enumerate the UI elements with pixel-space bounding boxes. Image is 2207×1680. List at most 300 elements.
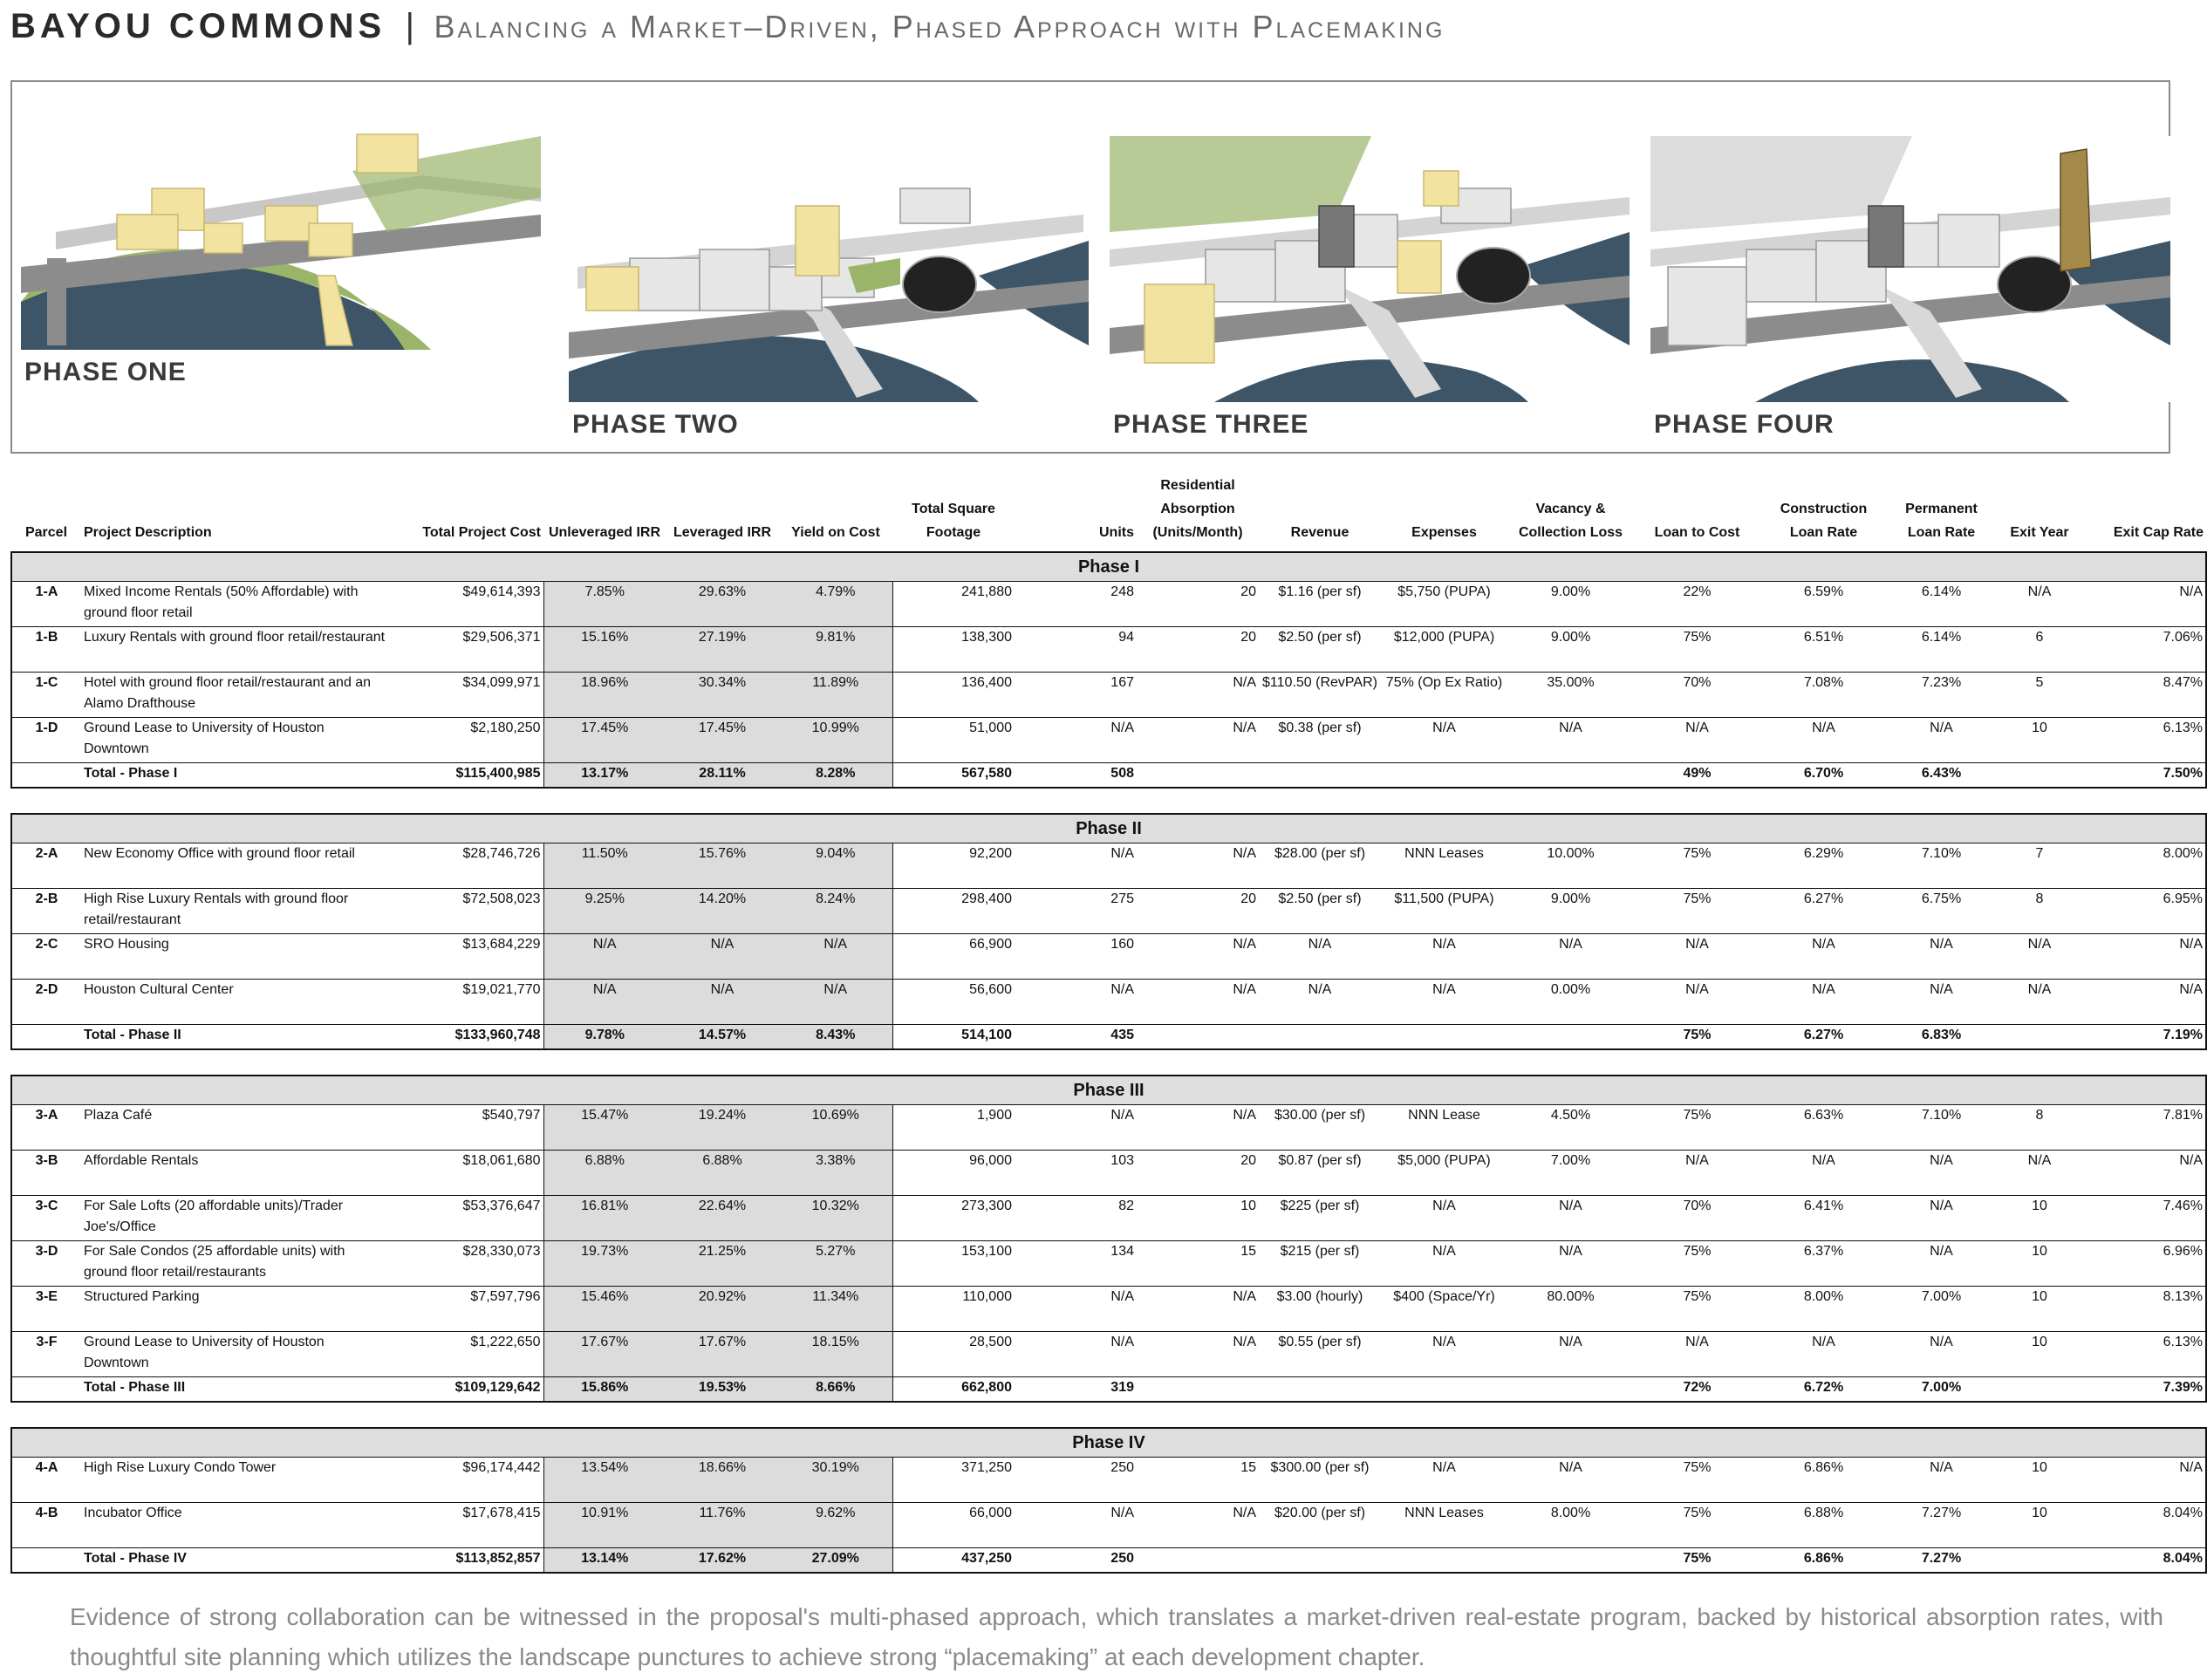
table-cell: 6.63% [1760, 1105, 1887, 1151]
page-header [10, 7, 1445, 56]
table-cell: $12,000 (PUPA) [1381, 627, 1507, 673]
table-cell: 14.57% [666, 1025, 779, 1050]
table-cell [1507, 1025, 1634, 1050]
table-cell: 75% [1634, 889, 1760, 934]
table-cell: $11,500 (PUPA) [1381, 889, 1507, 934]
table-cell: 250 [1015, 1458, 1137, 1503]
total-row [11, 763, 2206, 789]
table-cell: N/A [1015, 718, 1137, 763]
table-cell [1996, 763, 2083, 789]
table-cell: 7.06% [2083, 627, 2206, 673]
table-cell: 15 [1137, 1241, 1259, 1287]
table-cell: 6.37% [1760, 1241, 1887, 1287]
parcel-cell: 2-D [11, 980, 81, 1025]
table-cell: N/A [1015, 1503, 1137, 1548]
table-cell: 8.04% [2083, 1548, 2206, 1574]
table-cell: 6 [1996, 627, 2083, 673]
table-cell: 14.20% [666, 889, 779, 934]
phase-heading: Phase II [11, 814, 2206, 843]
phase-group [11, 1049, 2206, 1402]
table-cell: N/A [1996, 582, 2083, 627]
table-cell: 15.76% [666, 843, 779, 889]
table-cell: 5.27% [779, 1241, 892, 1287]
table-row [11, 1332, 2206, 1377]
table-cell: 10.00% [1507, 843, 1634, 889]
table-cell: $0.87 (per sf) [1259, 1151, 1381, 1196]
table-cell: 8.66% [779, 1377, 892, 1403]
table-cell: N/A [1507, 1241, 1634, 1287]
table-cell: 17.67% [543, 1332, 666, 1377]
table-cell [1507, 763, 1634, 789]
col-header: Residential Absorption (Units/Month) [1152, 478, 1243, 540]
total-row [11, 1548, 2206, 1574]
total-row [11, 1377, 2206, 1403]
parcel-cell: 3-A [11, 1105, 81, 1151]
table-cell: 4.50% [1507, 1105, 1634, 1151]
table-cell: N/A [1381, 980, 1507, 1025]
table-cell: 6.96% [2083, 1241, 2206, 1287]
table-cell: $300.00 (per sf) [1259, 1458, 1381, 1503]
table-cell: $20.00 (per sf) [1259, 1503, 1381, 1548]
table-cell: N/A [779, 934, 892, 980]
col-header: Total Project Cost [422, 525, 541, 540]
table-cell: 19.73% [543, 1241, 666, 1287]
table-cell: 75% [1634, 1287, 1760, 1332]
table-cell [1137, 1548, 1259, 1574]
table-cell: 20 [1137, 1151, 1259, 1196]
table-cell: 15.16% [543, 627, 666, 673]
table-cell [1996, 1548, 2083, 1574]
page-subtitle: Balancing a Market–Driven, Phased Approach with Placemaking [434, 9, 1445, 44]
table-cell: N/A [1887, 1196, 1996, 1241]
table-cell: 6.75% [1887, 889, 1996, 934]
table-cell: N/A [1507, 1458, 1634, 1503]
parcel-cell: 3-E [11, 1287, 81, 1332]
table-cell: $2.50 (per sf) [1259, 889, 1381, 934]
phase-three-label: PHASE THREE [1113, 410, 1309, 439]
description-cell: High Rise Luxury Condo Tower [81, 1458, 391, 1503]
table-cell: $0.38 (per sf) [1259, 718, 1381, 763]
table-cell: 10 [1996, 1503, 2083, 1548]
col-header: Exit Cap Rate [2113, 525, 2204, 540]
table-row [11, 582, 2206, 627]
table-cell: 8.24% [779, 889, 892, 934]
table-cell: $113,852,857 [391, 1548, 543, 1574]
table-cell: 75% (Op Ex Ratio) [1381, 673, 1507, 718]
table-cell: N/A [779, 980, 892, 1025]
table-cell: N/A [1507, 1196, 1634, 1241]
table-cell: 7.39% [2083, 1377, 2206, 1403]
table-cell: 160 [1015, 934, 1137, 980]
spacer-cell [11, 1049, 2206, 1076]
table-cell: 20.92% [666, 1287, 779, 1332]
table-cell: $0.55 (per sf) [1259, 1332, 1381, 1377]
table-cell: N/A [1887, 934, 1996, 980]
table-cell: 7.00% [1887, 1377, 1996, 1403]
table-cell: 72% [1634, 1377, 1760, 1403]
table-header-row [11, 471, 2206, 552]
col-header: Total Square Footage [912, 502, 995, 540]
table-cell: 7.46% [2083, 1196, 2206, 1241]
table-cell: $53,376,647 [391, 1196, 543, 1241]
table-cell: 66,000 [892, 1503, 1015, 1548]
phase-three-site-plan [1110, 136, 1630, 402]
table-cell: 6.88% [1760, 1503, 1887, 1548]
table-cell: N/A [1634, 980, 1760, 1025]
table-cell: 138,300 [892, 627, 1015, 673]
table-cell: 7.10% [1887, 843, 1996, 889]
parcel-cell: 3-D [11, 1241, 81, 1287]
table-cell: 275 [1015, 889, 1137, 934]
phase-group [11, 1402, 2206, 1573]
table-cell: 7.85% [543, 582, 666, 627]
description-cell: Total - Phase III [81, 1377, 391, 1403]
table-cell: 96,000 [892, 1151, 1015, 1196]
table-cell: 49% [1634, 763, 1760, 789]
description-cell: Hotel with ground floor retail/restaurant and an Alamo Drafthouse [81, 673, 391, 718]
table-cell: $72,508,023 [391, 889, 543, 934]
parcel-cell: 1-A [11, 582, 81, 627]
table-cell: N/A [1760, 718, 1887, 763]
table-cell: 0.00% [1507, 980, 1634, 1025]
table-cell: 10 [1137, 1196, 1259, 1241]
table-cell: 10 [1996, 718, 2083, 763]
table-cell: 94 [1015, 627, 1137, 673]
table-cell: 56,600 [892, 980, 1015, 1025]
table-cell: $115,400,985 [391, 763, 543, 789]
table-cell: 22.64% [666, 1196, 779, 1241]
table-cell: N/A [2083, 582, 2206, 627]
table-cell: N/A [1137, 1332, 1259, 1377]
table-cell: 19.53% [666, 1377, 779, 1403]
col-header: Unleveraged IRR [548, 525, 661, 540]
table-cell: 167 [1015, 673, 1137, 718]
table-row [11, 843, 2206, 889]
table-row [11, 1287, 2206, 1332]
description-cell: Plaza Café [81, 1105, 391, 1151]
table-cell [1259, 763, 1381, 789]
table-cell: 22% [1634, 582, 1760, 627]
table-cell: 17.67% [666, 1332, 779, 1377]
table-cell: N/A [1259, 980, 1381, 1025]
table-cell: 241,880 [892, 582, 1015, 627]
table-cell: 136,400 [892, 673, 1015, 718]
title-separator: | [405, 7, 415, 45]
table-cell: 8.00% [1507, 1503, 1634, 1548]
group-spacer [11, 1402, 2206, 1428]
table-cell: 7.10% [1887, 1105, 1996, 1151]
parcel-cell [11, 1548, 81, 1574]
table-cell: 18.66% [666, 1458, 779, 1503]
table-cell: $2,180,250 [391, 718, 543, 763]
table-row [11, 934, 2206, 980]
table-cell: N/A [2083, 1151, 2206, 1196]
table-row [11, 980, 2206, 1025]
col-header: Parcel [24, 525, 68, 540]
phase-two-site-plan [569, 136, 1089, 402]
table-cell: N/A [1381, 718, 1507, 763]
table-cell: 35.00% [1507, 673, 1634, 718]
spacer-cell [11, 1402, 2206, 1428]
table-cell: N/A [1137, 980, 1259, 1025]
table-cell: 7.27% [1887, 1503, 1996, 1548]
table-cell: 13.54% [543, 1458, 666, 1503]
table-cell: N/A [666, 934, 779, 980]
table-cell: 80.00% [1507, 1287, 1634, 1332]
table-cell: 75% [1634, 627, 1760, 673]
description-cell: Houston Cultural Center [81, 980, 391, 1025]
col-header: Revenue [1290, 525, 1349, 540]
phase-heading-row [11, 1076, 2206, 1105]
col-header: Yield on Cost [791, 525, 880, 540]
table-cell: 508 [1015, 763, 1137, 789]
table-cell: 9.00% [1507, 582, 1634, 627]
table-cell: $28,330,073 [391, 1241, 543, 1287]
table-cell: N/A [1259, 934, 1381, 980]
table-cell: NNN Leases [1381, 1503, 1507, 1548]
table-cell: $133,960,748 [391, 1025, 543, 1050]
table-cell: 30.34% [666, 673, 779, 718]
table-cell: 10 [1996, 1287, 2083, 1332]
table-cell [1259, 1025, 1381, 1050]
parcel-cell: 1-C [11, 673, 81, 718]
table-row [11, 1458, 2206, 1503]
table-cell: 103 [1015, 1151, 1137, 1196]
table-cell: 20 [1137, 627, 1259, 673]
table-cell: N/A [1137, 1503, 1259, 1548]
table-cell: 7.00% [1887, 1287, 1996, 1332]
table-cell: 18.15% [779, 1332, 892, 1377]
table-cell: 7.50% [2083, 763, 2206, 789]
table-cell: 66,900 [892, 934, 1015, 980]
table-cell: 70% [1634, 673, 1760, 718]
table-cell: 5 [1996, 673, 2083, 718]
table-cell: 250 [1015, 1548, 1137, 1574]
table-cell: 13.14% [543, 1548, 666, 1574]
table-row [11, 1105, 2206, 1151]
table-cell: 6.70% [1760, 763, 1887, 789]
phase-heading: Phase IV [11, 1428, 2206, 1458]
table-cell: 6.95% [2083, 889, 2206, 934]
table-cell: 75% [1634, 1105, 1760, 1151]
table-cell: N/A [1996, 980, 2083, 1025]
table-cell: N/A [1760, 1151, 1887, 1196]
table-cell: 7.81% [2083, 1105, 2206, 1151]
table-cell: 9.78% [543, 1025, 666, 1050]
financials-table [10, 471, 2207, 1574]
col-header: Exit Year [2010, 525, 2069, 540]
parcel-cell [11, 1377, 81, 1403]
description-cell: Total - Phase II [81, 1025, 391, 1050]
table-cell [1137, 1025, 1259, 1050]
table-cell: 8.00% [1760, 1287, 1887, 1332]
table-cell: N/A [1137, 1105, 1259, 1151]
table-cell: $109,129,642 [391, 1377, 543, 1403]
table-row [11, 627, 2206, 673]
table-cell: 20 [1137, 889, 1259, 934]
parcel-cell: 2-B [11, 889, 81, 934]
table-cell: $400 (Space/Yr) [1381, 1287, 1507, 1332]
description-cell: Ground Lease to University of Houston Downtown [81, 718, 391, 763]
parcel-cell [11, 1025, 81, 1050]
table-cell: 11.50% [543, 843, 666, 889]
table-cell: N/A [1381, 1196, 1507, 1241]
table-cell: 8.47% [2083, 673, 2206, 718]
table-cell: 371,250 [892, 1458, 1015, 1503]
table-cell: 75% [1634, 1548, 1760, 1574]
group-spacer [11, 1049, 2206, 1076]
parcel-cell: 1-D [11, 718, 81, 763]
table-cell: 153,100 [892, 1241, 1015, 1287]
table-cell: $5,750 (PUPA) [1381, 582, 1507, 627]
phase-one-rendering [21, 84, 541, 408]
table-cell: N/A [1015, 843, 1137, 889]
table-cell: N/A [2083, 980, 2206, 1025]
table-cell: N/A [1137, 1287, 1259, 1332]
table-cell: 10.91% [543, 1503, 666, 1548]
table-cell: $28.00 (per sf) [1259, 843, 1381, 889]
table-cell: $29,506,371 [391, 627, 543, 673]
table-cell: NNN Leases [1381, 843, 1507, 889]
table-cell: 6.14% [1887, 627, 1996, 673]
table-cell: 20 [1137, 582, 1259, 627]
table-cell: N/A [1381, 1332, 1507, 1377]
table-cell: 9.00% [1507, 889, 1634, 934]
table-cell: 10.99% [779, 718, 892, 763]
phase-heading: Phase I [11, 552, 2206, 582]
table-cell: 7.00% [1507, 1151, 1634, 1196]
financials-table-wrap [10, 471, 2204, 1574]
description-cell: Incubator Office [81, 1503, 391, 1548]
table-cell: N/A [1381, 1458, 1507, 1503]
table-cell: 7 [1996, 843, 2083, 889]
table-cell: N/A [543, 980, 666, 1025]
table-cell: N/A [1507, 1332, 1634, 1377]
table-cell: 7.19% [2083, 1025, 2206, 1050]
description-cell: For Sale Condos (25 affordable units) with ground floor retail/restaurants [81, 1241, 391, 1287]
table-cell: 6.27% [1760, 889, 1887, 934]
table-cell: N/A [1507, 718, 1634, 763]
table-cell: 8.04% [2083, 1503, 2206, 1548]
description-cell: New Economy Office with ground floor retail [81, 843, 391, 889]
table-cell: 75% [1634, 1241, 1760, 1287]
phase-one-label: PHASE ONE [24, 358, 187, 386]
table-cell: N/A [1634, 1332, 1760, 1377]
table-cell: 13.17% [543, 763, 666, 789]
table-cell: 9.81% [779, 627, 892, 673]
table-cell: $18,061,680 [391, 1151, 543, 1196]
table-cell: $19,021,770 [391, 980, 543, 1025]
table-cell: N/A [1634, 718, 1760, 763]
table-cell: 70% [1634, 1196, 1760, 1241]
phase-group [11, 552, 2206, 788]
description-cell: Total - Phase I [81, 763, 391, 789]
table-cell [1137, 763, 1259, 789]
table-cell: NNN Lease [1381, 1105, 1507, 1151]
table-cell: N/A [2083, 934, 2206, 980]
table-cell: N/A [1015, 980, 1137, 1025]
table-cell: 11.89% [779, 673, 892, 718]
table-cell: 10.69% [779, 1105, 892, 1151]
table-cell: N/A [1015, 1105, 1137, 1151]
parcel-cell: 3-F [11, 1332, 81, 1377]
parcel-cell: 3-B [11, 1151, 81, 1196]
parcel-cell: 2-C [11, 934, 81, 980]
spacer-cell [11, 788, 2206, 814]
description-cell: Affordable Rentals [81, 1151, 391, 1196]
table-row [11, 889, 2206, 934]
col-header: Loan to Cost [1654, 525, 1740, 540]
col-header: Construction Loan Rate [1780, 502, 1868, 540]
table-cell: 6.59% [1760, 582, 1887, 627]
table-cell: 9.04% [779, 843, 892, 889]
table-cell: 514,100 [892, 1025, 1015, 1050]
table-cell: 7.08% [1760, 673, 1887, 718]
table-cell: 248 [1015, 582, 1137, 627]
table-cell: $215 (per sf) [1259, 1241, 1381, 1287]
table-cell: 8 [1996, 889, 2083, 934]
table-cell: 75% [1634, 1025, 1760, 1050]
table-cell: 82 [1015, 1196, 1137, 1241]
table-cell: N/A [1887, 980, 1996, 1025]
table-cell: N/A [1507, 934, 1634, 980]
col-header: Project Description [84, 525, 212, 540]
table-cell: 435 [1015, 1025, 1137, 1050]
table-cell [1381, 763, 1507, 789]
table-cell: $1,222,650 [391, 1332, 543, 1377]
description-cell: SRO Housing [81, 934, 391, 980]
phase-two-label: PHASE TWO [572, 410, 739, 439]
table-cell: $225 (per sf) [1259, 1196, 1381, 1241]
description-cell: Ground Lease to University of Houston Downtown [81, 1332, 391, 1377]
table-cell: 17.45% [666, 718, 779, 763]
table-cell: 10 [1996, 1458, 2083, 1503]
table-cell [1996, 1025, 2083, 1050]
parcel-cell: 3-C [11, 1196, 81, 1241]
table-cell: N/A [1887, 1332, 1996, 1377]
phase-images-panel [10, 80, 2170, 454]
table-cell: $7,597,796 [391, 1287, 543, 1332]
caption-text: Evidence of strong collaboration can be witnessed in the proposal's multi-phased approach, which translates a market-driven real-estate program, backed by historical absorption rates, with thoughtful site planning which utilizes the landscape punctures to achieve strong “placemaking” at each development chapter. [70, 1603, 2163, 1670]
phase-four-site-plan [1650, 136, 2170, 402]
table-cell: 17.45% [543, 718, 666, 763]
phase-one-site-plan [21, 84, 541, 350]
table-cell: 29.63% [666, 582, 779, 627]
table-cell: $28,746,726 [391, 843, 543, 889]
table-row [11, 1196, 2206, 1241]
table-cell: N/A [1996, 1151, 2083, 1196]
table-cell: 319 [1015, 1377, 1137, 1403]
table-cell: N/A [1634, 934, 1760, 980]
table-cell [1381, 1025, 1507, 1050]
table-cell [1381, 1548, 1507, 1574]
table-cell: 15 [1137, 1458, 1259, 1503]
phase-four-rendering [1650, 136, 2170, 461]
table-cell: 75% [1634, 1503, 1760, 1548]
description-cell: Mixed Income Rentals (50% Affordable) with ground floor retail [81, 582, 391, 627]
table-cell: 8.13% [2083, 1287, 2206, 1332]
table-cell: 8 [1996, 1105, 2083, 1151]
table-cell: 6.88% [543, 1151, 666, 1196]
table-cell: 437,250 [892, 1548, 1015, 1574]
table-cell: 10 [1996, 1241, 2083, 1287]
table-cell: 16.81% [543, 1196, 666, 1241]
table-cell: N/A [1887, 1241, 1996, 1287]
table-cell: 6.13% [2083, 1332, 2206, 1377]
table-cell: 15.86% [543, 1377, 666, 1403]
table-cell: $34,099,971 [391, 673, 543, 718]
table-cell: 6.29% [1760, 843, 1887, 889]
